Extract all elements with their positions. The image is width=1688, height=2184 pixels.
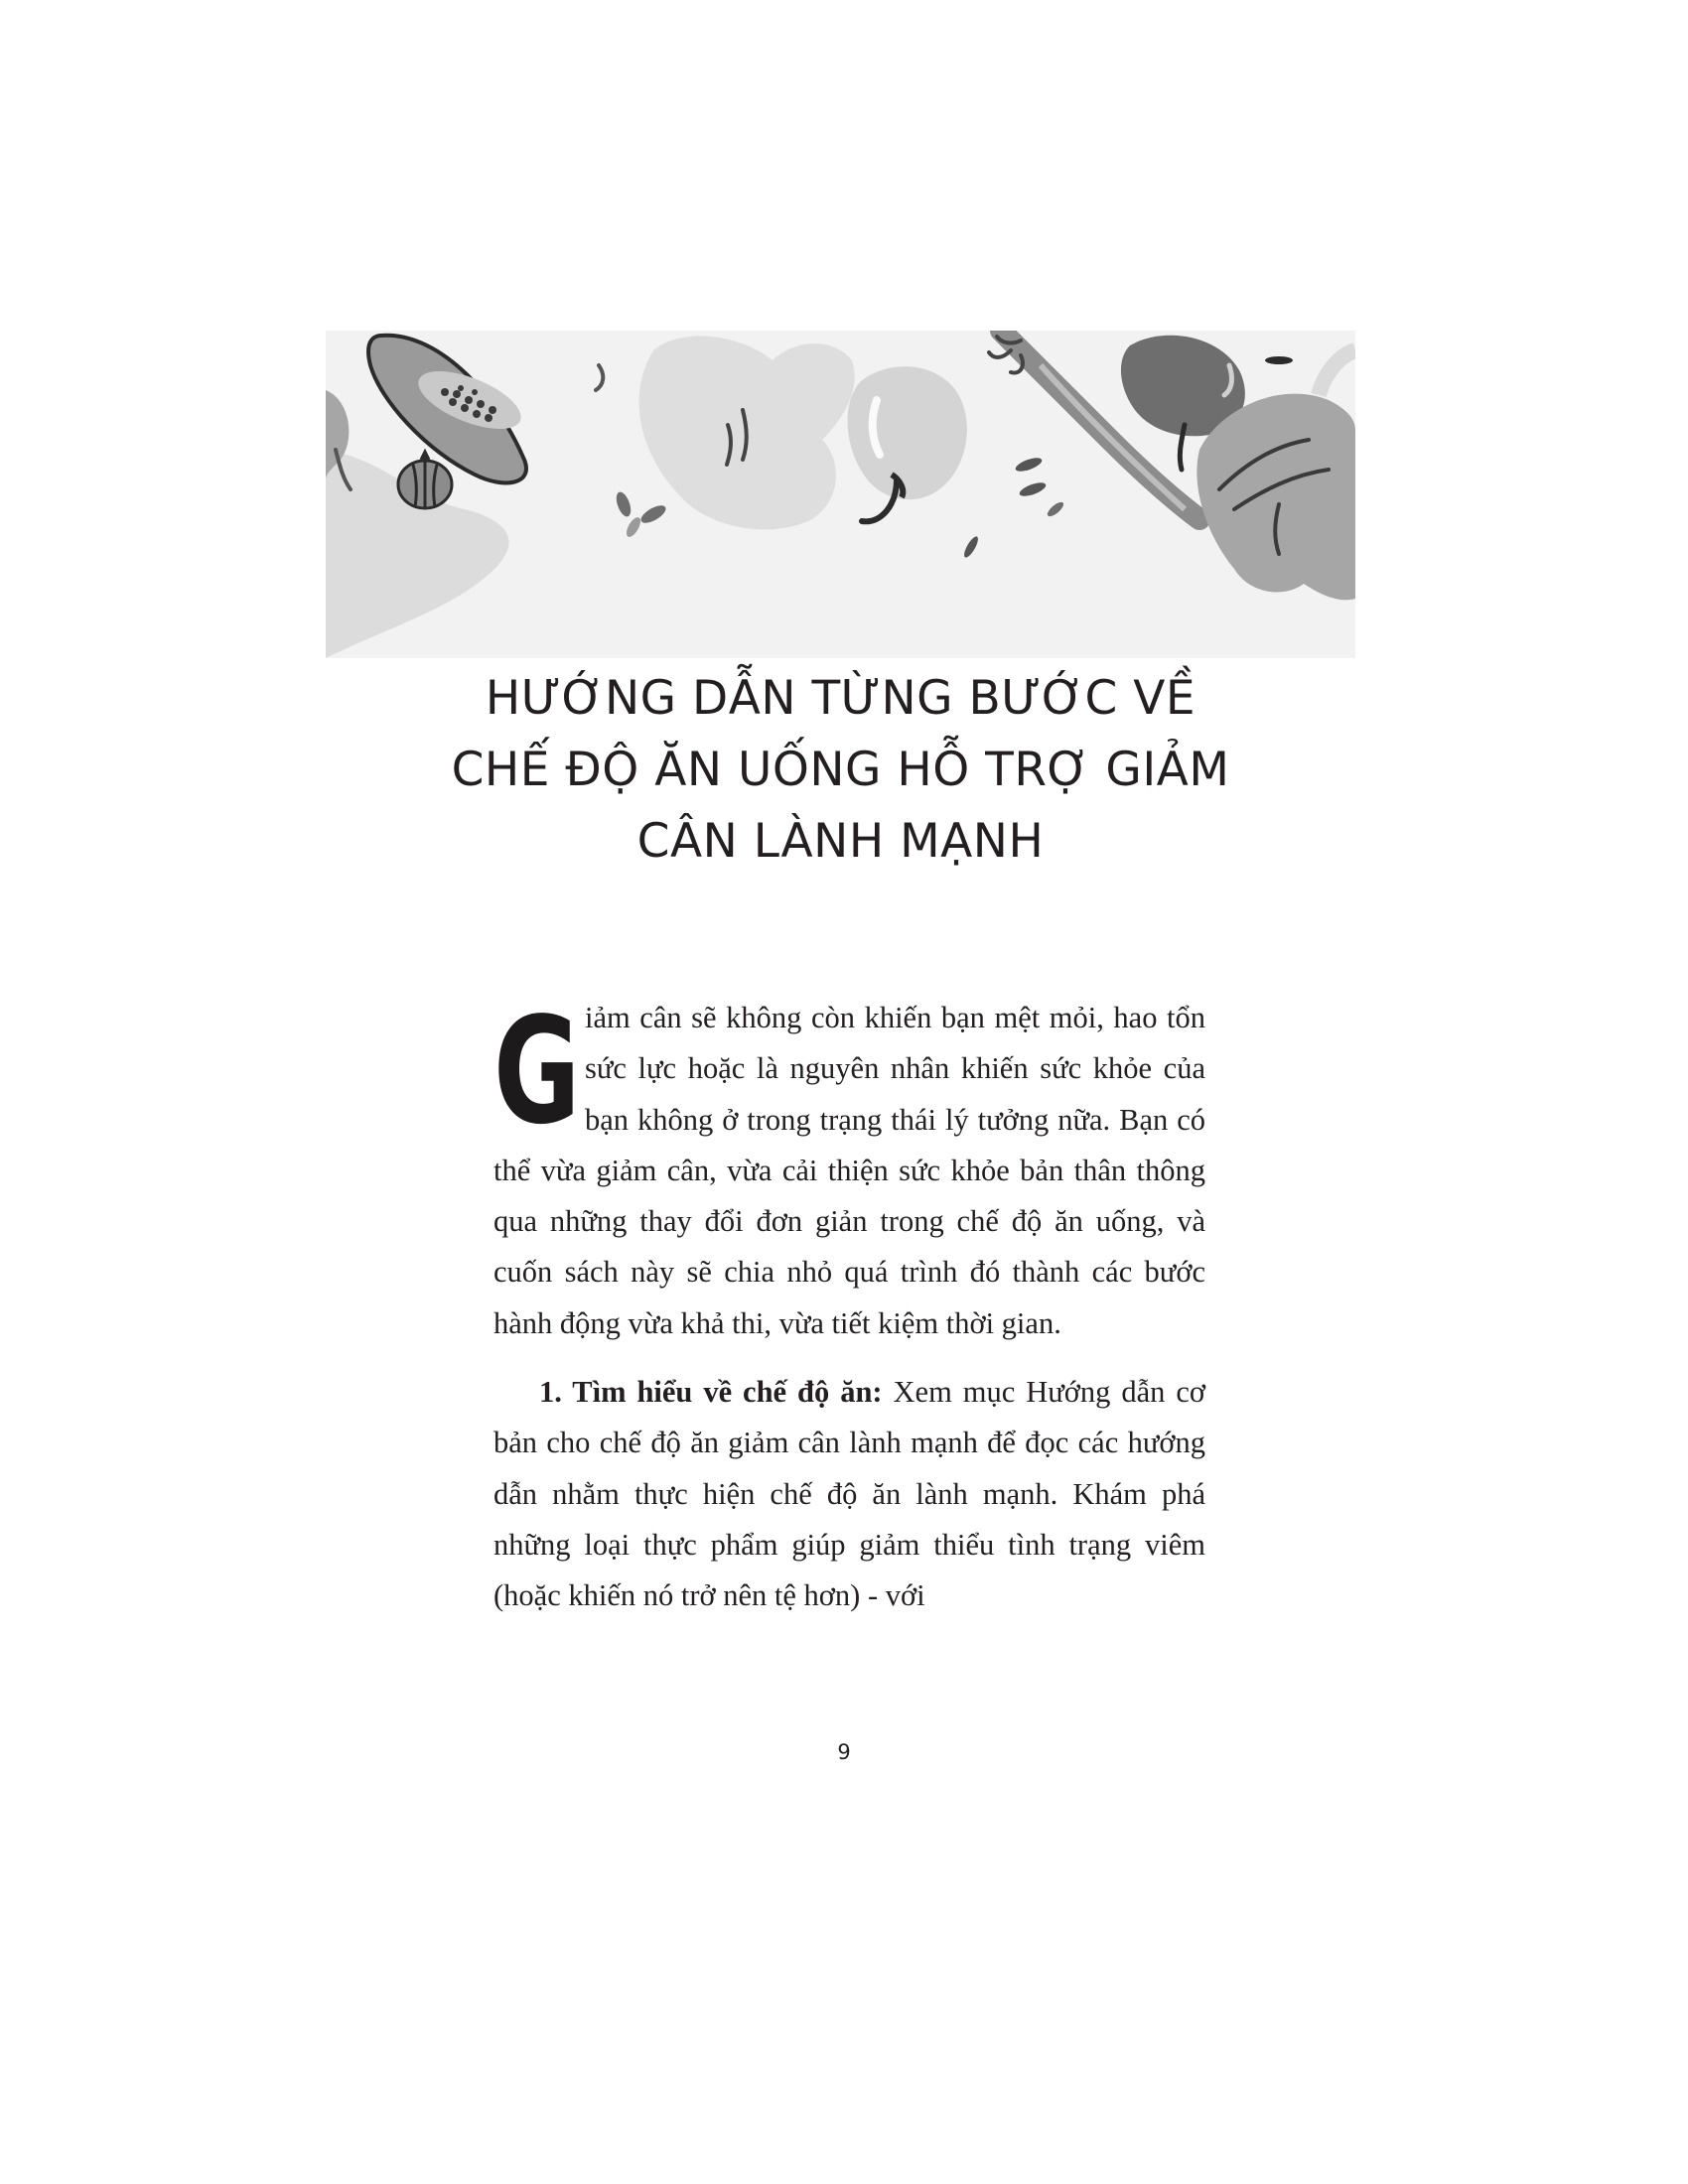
intro-paragraph-text: iảm cân sẽ không còn khiến bạn mệt mỏi, hao tổn sức lực hoặc là nguyên nhân khiến sức khỏe của bạn không ở trong trạng thái lý tưởng nữa. Bạn có thể vừa giảm cân, vừa cải thiện sức khỏe bản thân thông qua những thay đổi đơn giản trong chế độ ăn uống, và cuốn sách này sẽ chia nhỏ quá trình đó thành các bước hành động vừa khả thi, vừa tiết kiệm thời gian. — [493, 1001, 1205, 1340]
step-1-paragraph — [493, 1367, 1205, 1621]
header-illustration — [326, 331, 1355, 658]
body-text — [493, 986, 1205, 1622]
drop-cap: G — [493, 986, 581, 1157]
step-1-heading: 1. Tìm hiểu về chế độ ăn: — [539, 1375, 883, 1410]
chapter-title — [326, 663, 1355, 878]
intro-paragraph — [493, 986, 1205, 1349]
step-1-text: Xem mục Hướng dẫn cơ bản cho chế độ ăn giảm cân lành mạnh để đọc các hướng dẫn nhằm thực hiện chế độ ăn lành mạnh. Khám phá những loại thực phẩm giúp giảm thiểu tình trạng viêm (hoặc khiến nó trở nên tệ hơn) - với — [493, 1375, 1205, 1613]
page-number: 9 — [837, 1740, 851, 1764]
vegetables-illustration — [326, 331, 1355, 658]
chapter-title-line-1: HƯỚNG DẪN TỪNG BƯỚC VỀ — [485, 671, 1196, 726]
chapter-title-line-3: CÂN LÀNH MẠNH — [636, 814, 1045, 869]
chapter-title-line-2: CHẾ ĐỘ ĂN UỐNG HỖ TRỢ GIẢM — [451, 743, 1230, 797]
